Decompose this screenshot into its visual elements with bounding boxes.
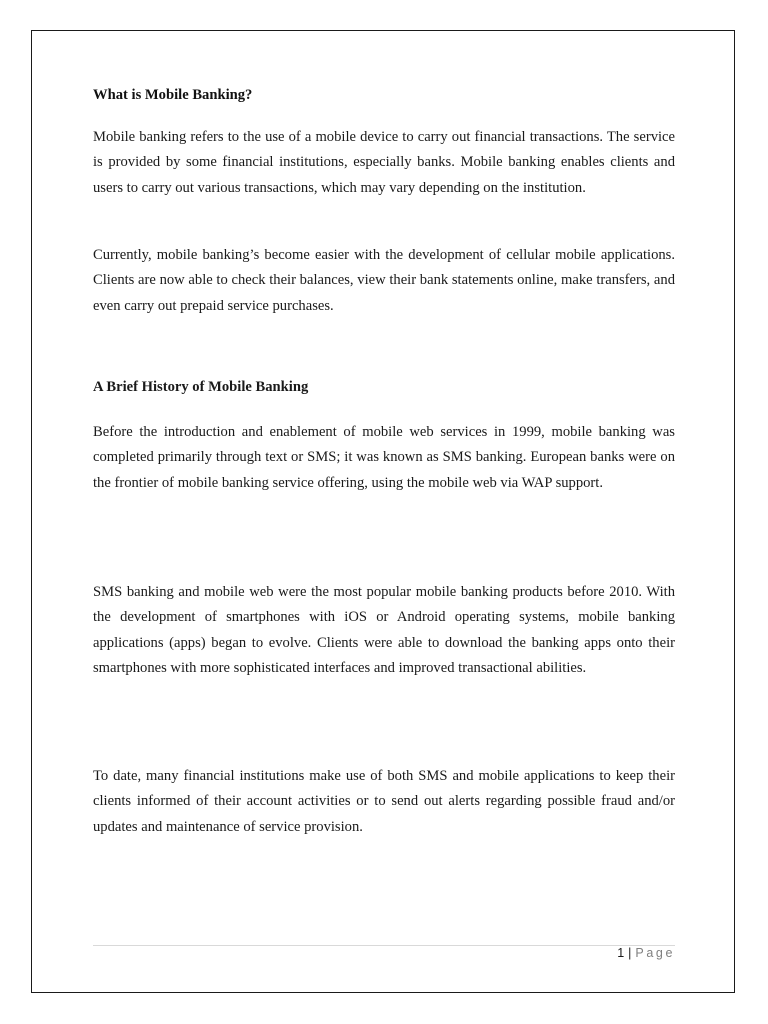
page-footer [617,946,675,960]
history-heading: A Brief History of Mobile Banking [93,379,309,395]
paragraph-text: To date, many financial institutions make use of both SMS and mobile applications to keep their clients informed of their account activities or to send out alerts regarding possible fraud and/or updates and maintenance of service provision. [93,768,675,835]
page-number: 1 [617,946,625,960]
footer-separator: | [628,946,632,960]
page-label: Page [635,946,675,960]
footer-divider [93,945,675,946]
history-paragraph-2 [93,580,675,681]
paragraph-text: SMS banking and mobile web were the most popular mobile banking products before 2010. With the development of smartphones with iOS or Android operating systems, mobile banking applications (apps) began to evolve. Clients were able to download the banking apps onto their smartphones with more sophisticated interfaces and improved transactional abilities. [93,584,675,676]
document-title: What is Mobile Banking? [93,87,253,103]
paragraph-text: Mobile banking refers to the use of a mobile device to carry out financial transactions. The service is provided by some financial institutions, especially banks. Mobile banking enables clients and users to carry out various transactions, which may vary depending on the institution. [93,129,675,196]
intro-paragraph-1 [93,125,675,201]
history-paragraph-3 [93,764,675,840]
intro-paragraph-2 [93,243,675,319]
history-paragraph-1 [93,420,675,496]
paragraph-text: Currently, mobile banking’s become easier with the development of cellular mobile applications. Clients are now able to check their balances, view their bank statements online, make transfers, and even carry out prepaid service purchases. [93,247,675,314]
paragraph-text: Before the introduction and enablement of mobile web services in 1999, mobile banking was completed primarily through text or SMS; it was known as SMS banking. European banks were on the frontier of mobile banking service offering, using the mobile web via WAP support. [93,424,675,491]
